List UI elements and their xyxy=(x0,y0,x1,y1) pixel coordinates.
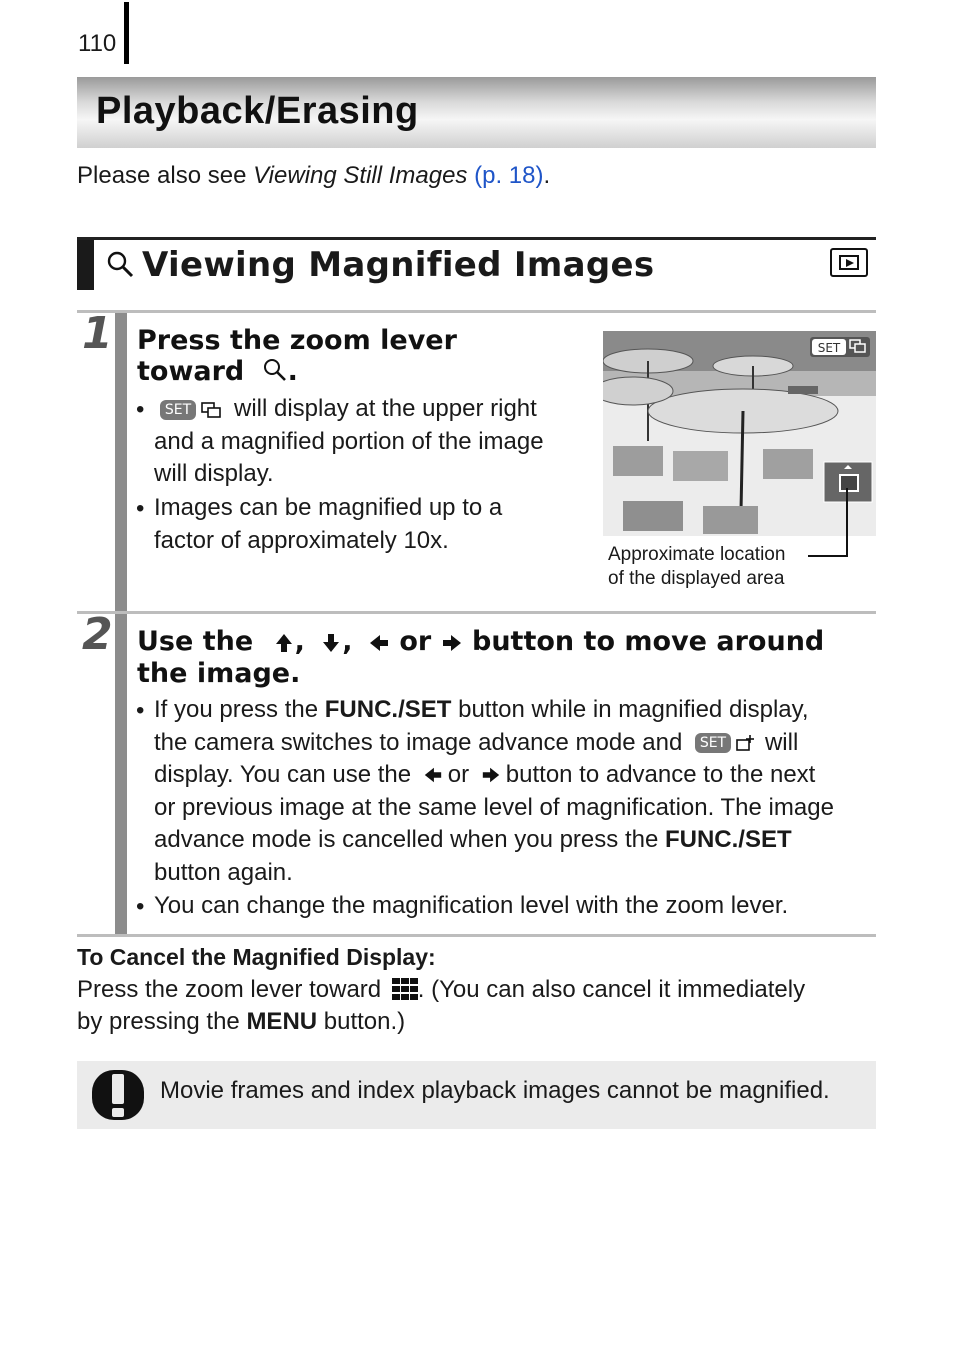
step-2-sidebar xyxy=(115,614,127,936)
step-2-bullet-2: You can change the magnification level with the zoom lever. xyxy=(154,892,789,919)
step-2-heading-line1 xyxy=(137,626,824,658)
see-also-title: Viewing Still Images xyxy=(253,162,468,189)
bullet-text: the camera switches to image advance mode and xyxy=(154,728,683,756)
cancel-text-part: Press the zoom lever toward xyxy=(77,976,382,1003)
step-1-bullet-2 xyxy=(154,492,594,557)
chapter-title: Playback/Erasing xyxy=(96,90,419,132)
func-set-label: FUNC./SET xyxy=(324,696,452,723)
beach-photo-illustration xyxy=(603,331,876,536)
bullet-text: display. You can use the xyxy=(154,761,412,788)
cancel-text-part: button.) xyxy=(317,1008,406,1035)
page-number: 110 xyxy=(78,30,117,57)
step-1-heading-period: . xyxy=(287,356,298,387)
step-2-bullet-1 xyxy=(154,694,876,889)
step-1-rule xyxy=(77,310,876,313)
caption-line-2: of the displayed area xyxy=(608,568,785,589)
step-1-heading-line2 xyxy=(137,356,298,388)
bullet-text: If you press the xyxy=(154,696,325,723)
bullet-text: button while in magnified display, xyxy=(451,696,809,723)
func-set-label: FUNC./SET xyxy=(664,826,792,853)
arrow-up-icon xyxy=(273,632,295,654)
bullet-text: and a magnified portion of the image xyxy=(154,427,544,455)
bullet-text: will display. xyxy=(154,460,274,487)
cancel-text-part: . (You can also cancel it immediately xyxy=(417,976,806,1003)
magnify-icon xyxy=(106,250,136,280)
heading-sep: , xyxy=(342,626,353,657)
advance-frame-icon xyxy=(735,733,757,753)
bullet-text: Images can be magnified up to a xyxy=(154,494,503,521)
set-advance-icon: SET xyxy=(695,733,731,753)
see-also xyxy=(77,162,550,190)
step-1-sidebar xyxy=(115,313,127,611)
step-2-rule xyxy=(77,611,876,614)
section-rule xyxy=(77,237,876,240)
bullet-text: or previous image at the same level of magnification. The image xyxy=(154,793,834,821)
beach-photo xyxy=(603,331,876,536)
heading-text: button to move around xyxy=(472,626,825,657)
zoom-frame-icon xyxy=(200,400,222,420)
arrow-right-icon xyxy=(480,765,502,785)
caption-leader-vertical xyxy=(846,488,848,556)
playback-icon xyxy=(830,248,868,277)
arrow-right-icon xyxy=(441,632,463,654)
page-marker xyxy=(124,2,129,64)
bullet: • xyxy=(136,396,145,423)
heading-text: Use the xyxy=(137,626,254,657)
bullet: • xyxy=(136,495,145,522)
steps-bottom-rule xyxy=(77,934,876,937)
see-also-suffix: . xyxy=(543,162,551,189)
step-1-number: 1 xyxy=(82,308,113,359)
bullet-text: will display at the upper right xyxy=(234,395,537,422)
cancel-text xyxy=(77,974,877,1038)
page-link[interactable]: (p. 18) xyxy=(474,162,544,189)
arrow-left-icon xyxy=(422,765,444,785)
caution-note-text: Movie frames and index playback images cannot be magnified. xyxy=(160,1077,830,1104)
step-2-heading-line2: the image. xyxy=(137,658,301,689)
arrow-left-icon xyxy=(368,632,390,654)
bullet-text: factor of approximately 10x. xyxy=(154,526,449,554)
bullet: • xyxy=(136,893,145,920)
section-bar xyxy=(77,240,94,290)
magnify-icon xyxy=(262,357,288,383)
bullet: • xyxy=(136,697,145,724)
image-caption xyxy=(608,543,785,591)
bullet-text: advance mode is cancelled when you press the xyxy=(154,826,665,853)
bullet-text: will xyxy=(764,728,799,756)
arrow-down-icon xyxy=(320,632,342,654)
index-playback-icon xyxy=(392,978,418,1000)
step-1-heading-word: toward xyxy=(137,356,245,387)
set-magnify-icon: SET xyxy=(160,400,196,420)
step-2-number: 2 xyxy=(82,609,113,660)
bullet-text: button again. xyxy=(154,858,293,886)
cancel-text-part: by pressing the xyxy=(77,1008,247,1035)
menu-label: MENU xyxy=(246,1008,318,1035)
caption-line-1: Approximate location xyxy=(608,544,786,565)
section-title: Viewing Magnified Images xyxy=(142,245,655,285)
bullet-text: button to advance to the next xyxy=(505,761,816,788)
overlay-set-label: SET xyxy=(817,341,841,355)
bullet-text: or xyxy=(447,761,470,788)
step-1-bullet-1 xyxy=(154,393,594,491)
heading-or: or xyxy=(399,626,432,657)
caption-leader-horizontal xyxy=(808,555,848,557)
heading-sep: , xyxy=(294,626,305,657)
cancel-heading: To Cancel the Magnified Display: xyxy=(77,944,436,970)
see-also-prefix: Please also see xyxy=(77,162,254,189)
caution-icon xyxy=(90,1066,146,1124)
step-1-heading-line1: Press the zoom lever xyxy=(137,325,457,356)
